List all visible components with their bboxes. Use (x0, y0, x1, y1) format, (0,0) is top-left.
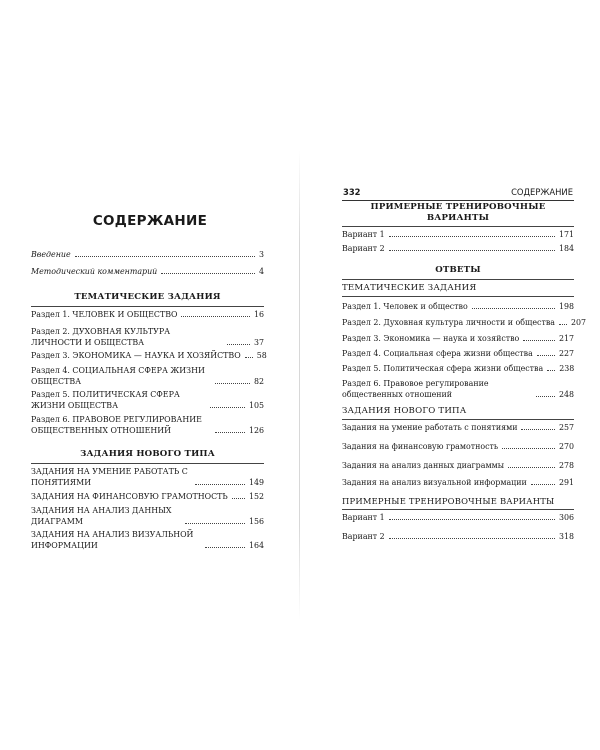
toc-page-number: 278 (558, 461, 574, 470)
leader-dots (195, 484, 245, 485)
section-heading-thematic: ТЕМАТИЧЕСКИЕ ЗАДАНИЯ (74, 292, 221, 302)
toc-entry-label: Раздел 3. ЭКОНОМИКА — НАУКА И ХОЗЯЙСТВО (31, 351, 241, 360)
toc-page-number: 257 (558, 423, 574, 432)
toc-entry-answers-financial[interactable] (342, 441, 574, 452)
toc-entry-answers-variant-2[interactable] (342, 531, 574, 542)
toc-entry-label: Раздел 4. СОЦИАЛЬНАЯ СФЕРА ЖИЗНИ ОБЩЕСТВА (31, 366, 205, 386)
toc-entry-label: Раздел 3. Экономика — наука и хозяйство (342, 334, 520, 343)
toc-page-number: 306 (558, 513, 574, 522)
leader-dots (389, 236, 555, 237)
toc-entry-label: ЗАДАНИЯ НА ФИНАНСОВУЮ ГРАМОТНОСТЬ (31, 492, 228, 501)
leader-dots (508, 467, 555, 468)
toc-entry-answers-diagrams[interactable] (342, 460, 574, 471)
section-heading-new-type: ЗАДАНИЯ НОВОГО ТИПА (80, 449, 215, 459)
section-heading-variants: ПРИМЕРНЫЕ ТРЕНИРОВОЧНЫЕ ВАРИАНТЫ (370, 202, 546, 223)
leader-dots (185, 523, 245, 524)
toc-entry-section-6[interactable] (31, 414, 264, 436)
leader-dots (215, 383, 250, 384)
toc-entry-label: Раздел 6. ПРАВОВОЕ РЕГУЛИРОВАНИЕ ОБЩЕСТВЕННЫХ ОТНОШЕНИЙ (31, 415, 202, 435)
toc-entry-label: Задания на анализ визуальной информации (342, 478, 527, 487)
toc-entry-variant-2[interactable] (342, 243, 574, 254)
toc-entry-label: Раздел 2. ДУХОВНАЯ КУЛЬТУРА ЛИЧНОСТИ И ОБЩЕСТВА (31, 327, 171, 347)
toc-entry-label: Раздел 5. ПОЛИТИЧЕСКАЯ СФЕРА ЖИЗНИ ОБЩЕСТВА (31, 390, 180, 410)
toc-page-number: 238 (559, 364, 575, 373)
toc-page-number: 58 (256, 351, 267, 360)
toc-entry-answers-section-2[interactable] (342, 317, 587, 328)
leader-dots (389, 519, 555, 520)
leader-dots (215, 432, 245, 433)
toc-entry-label: Раздел 1. ЧЕЛОВЕК И ОБЩЕСТВО (31, 310, 178, 319)
leader-dots (547, 370, 555, 371)
toc-entry-label: ЗАДАНИЯ НА АНАЛИЗ ВИЗУАЛЬНОЙ ИНФОРМАЦИИ (31, 530, 194, 550)
running-title: СОДЕРЖАНИЕ (511, 187, 573, 197)
leader-dots (210, 407, 245, 408)
leader-dots (205, 547, 245, 548)
subheading-new-type: ЗАДАНИЯ НОВОГО ТИПА (342, 406, 467, 416)
leader-dots (523, 340, 555, 341)
toc-entry-label: ЗАДАНИЯ НА УМЕНИЕ РАБОТАТЬ С ПОНЯТИЯМИ (31, 467, 188, 487)
toc-entry-answers-section-5[interactable] (342, 363, 574, 374)
toc-entry-label: Раздел 6. Правовое регулирование общественных отношений (342, 379, 489, 399)
divider (342, 226, 574, 227)
leader-dots (181, 316, 249, 317)
toc-entry-section-5[interactable] (31, 389, 264, 411)
toc-entry-answers-section-1[interactable] (342, 301, 574, 312)
toc-entry-answers-concepts[interactable] (342, 422, 574, 433)
toc-page-number: 270 (558, 442, 574, 451)
toc-entry-visual-info[interactable] (31, 529, 264, 551)
toc-entry-method-comment[interactable] (31, 266, 264, 277)
toc-page-number: 171 (558, 230, 574, 239)
divider (342, 296, 574, 297)
leader-dots (227, 344, 250, 345)
leader-dots (472, 308, 555, 309)
toc-entry-answers-visual-info[interactable] (342, 477, 574, 488)
toc-page-number: 37 (253, 338, 264, 347)
leader-dots (75, 256, 255, 257)
divider (342, 279, 574, 280)
toc-entry-section-3[interactable] (31, 350, 267, 361)
toc-page-number: 318 (558, 532, 574, 541)
leader-dots (245, 357, 253, 358)
toc-entry-diagrams[interactable] (31, 505, 264, 527)
leader-dots (537, 355, 555, 356)
toc-entry-section-4[interactable] (31, 365, 264, 387)
toc-entry-label: Вариант 2 (342, 244, 385, 253)
toc-page-number: 4 (258, 267, 264, 276)
toc-entry-label: Вариант 2 (342, 532, 385, 541)
leader-dots (232, 498, 245, 499)
toc-entry-label: Вариант 1 (342, 230, 385, 239)
page-number: 332 (343, 187, 361, 197)
leader-dots (502, 448, 555, 449)
divider (31, 306, 264, 307)
divider (342, 419, 574, 420)
leader-dots (559, 324, 567, 325)
toc-entry-section-2[interactable] (31, 326, 264, 348)
subheading-thematic: ТЕМАТИЧЕСКИЕ ЗАДАНИЯ (342, 283, 477, 293)
toc-page-number: 227 (558, 349, 574, 358)
toc-page-number: 3 (258, 250, 264, 259)
toc-entry-label: Задания на анализ данных диаграммы (342, 461, 504, 470)
right-page (300, 0, 600, 750)
toc-entry-label: Задания на финансовую грамотность (342, 442, 499, 451)
toc-entry-section-1[interactable] (31, 309, 264, 320)
toc-entry-label: Методический комментарий (31, 267, 158, 276)
toc-entry-variant-1[interactable] (342, 229, 574, 240)
page-title: СОДЕРЖАНИЕ (92, 213, 208, 229)
toc-entry-label: Раздел 1. Человек и общество (342, 302, 468, 311)
divider (31, 463, 264, 464)
toc-page-number: 164 (248, 541, 264, 550)
leader-dots (389, 538, 555, 539)
toc-page-number: 207 (570, 318, 587, 327)
toc-page-number: 156 (248, 517, 264, 526)
toc-entry-label: Вариант 1 (342, 513, 385, 522)
header-rule (342, 200, 574, 201)
toc-page-number: 291 (558, 478, 574, 487)
toc-entry-concepts[interactable] (31, 466, 264, 488)
leader-dots (389, 250, 555, 251)
toc-entry-label: Раздел 2. Духовная культура личности и общества (342, 318, 555, 327)
toc-entry-answers-section-6[interactable] (342, 378, 574, 400)
leader-dots (536, 396, 555, 397)
toc-page-number: 248 (558, 390, 574, 399)
toc-entry-intro[interactable] (31, 249, 264, 260)
toc-entry-answers-variant-1[interactable] (342, 512, 574, 523)
toc-page-number: 149 (248, 478, 264, 487)
toc-page-number: 16 (253, 310, 264, 319)
toc-entry-label: Раздел 5. Политическая сфера жизни общества (342, 364, 544, 373)
toc-entry-financial[interactable] (31, 491, 264, 502)
toc-page-number: 105 (248, 401, 264, 410)
subheading-variants: ПРИМЕРНЫЕ ТРЕНИРОВОЧНЫЕ ВАРИАНТЫ (342, 496, 555, 506)
toc-entry-label: Раздел 4. Социальная сфера жизни общества (342, 349, 533, 358)
toc-page-number: 152 (248, 492, 264, 501)
toc-page-number: 184 (558, 244, 574, 253)
section-heading-answers: ОТВЕТЫ (435, 265, 481, 275)
toc-entry-label: ЗАДАНИЯ НА АНАЛИЗ ДАННЫХ ДИАГРАММ (31, 506, 172, 526)
leader-dots (161, 273, 255, 274)
toc-entry-label: Задания на умение работать с понятиями (342, 423, 518, 432)
toc-entry-label: Введение (31, 250, 71, 259)
toc-page-number: 126 (248, 426, 264, 435)
toc-page-number: 82 (253, 377, 264, 386)
leader-dots (521, 429, 554, 430)
leader-dots (531, 484, 555, 485)
toc-entry-answers-section-3[interactable] (342, 333, 574, 344)
toc-entry-answers-section-4[interactable] (342, 348, 574, 359)
toc-page-number: 217 (558, 334, 574, 343)
divider (342, 509, 574, 510)
toc-page-number: 198 (558, 302, 574, 311)
